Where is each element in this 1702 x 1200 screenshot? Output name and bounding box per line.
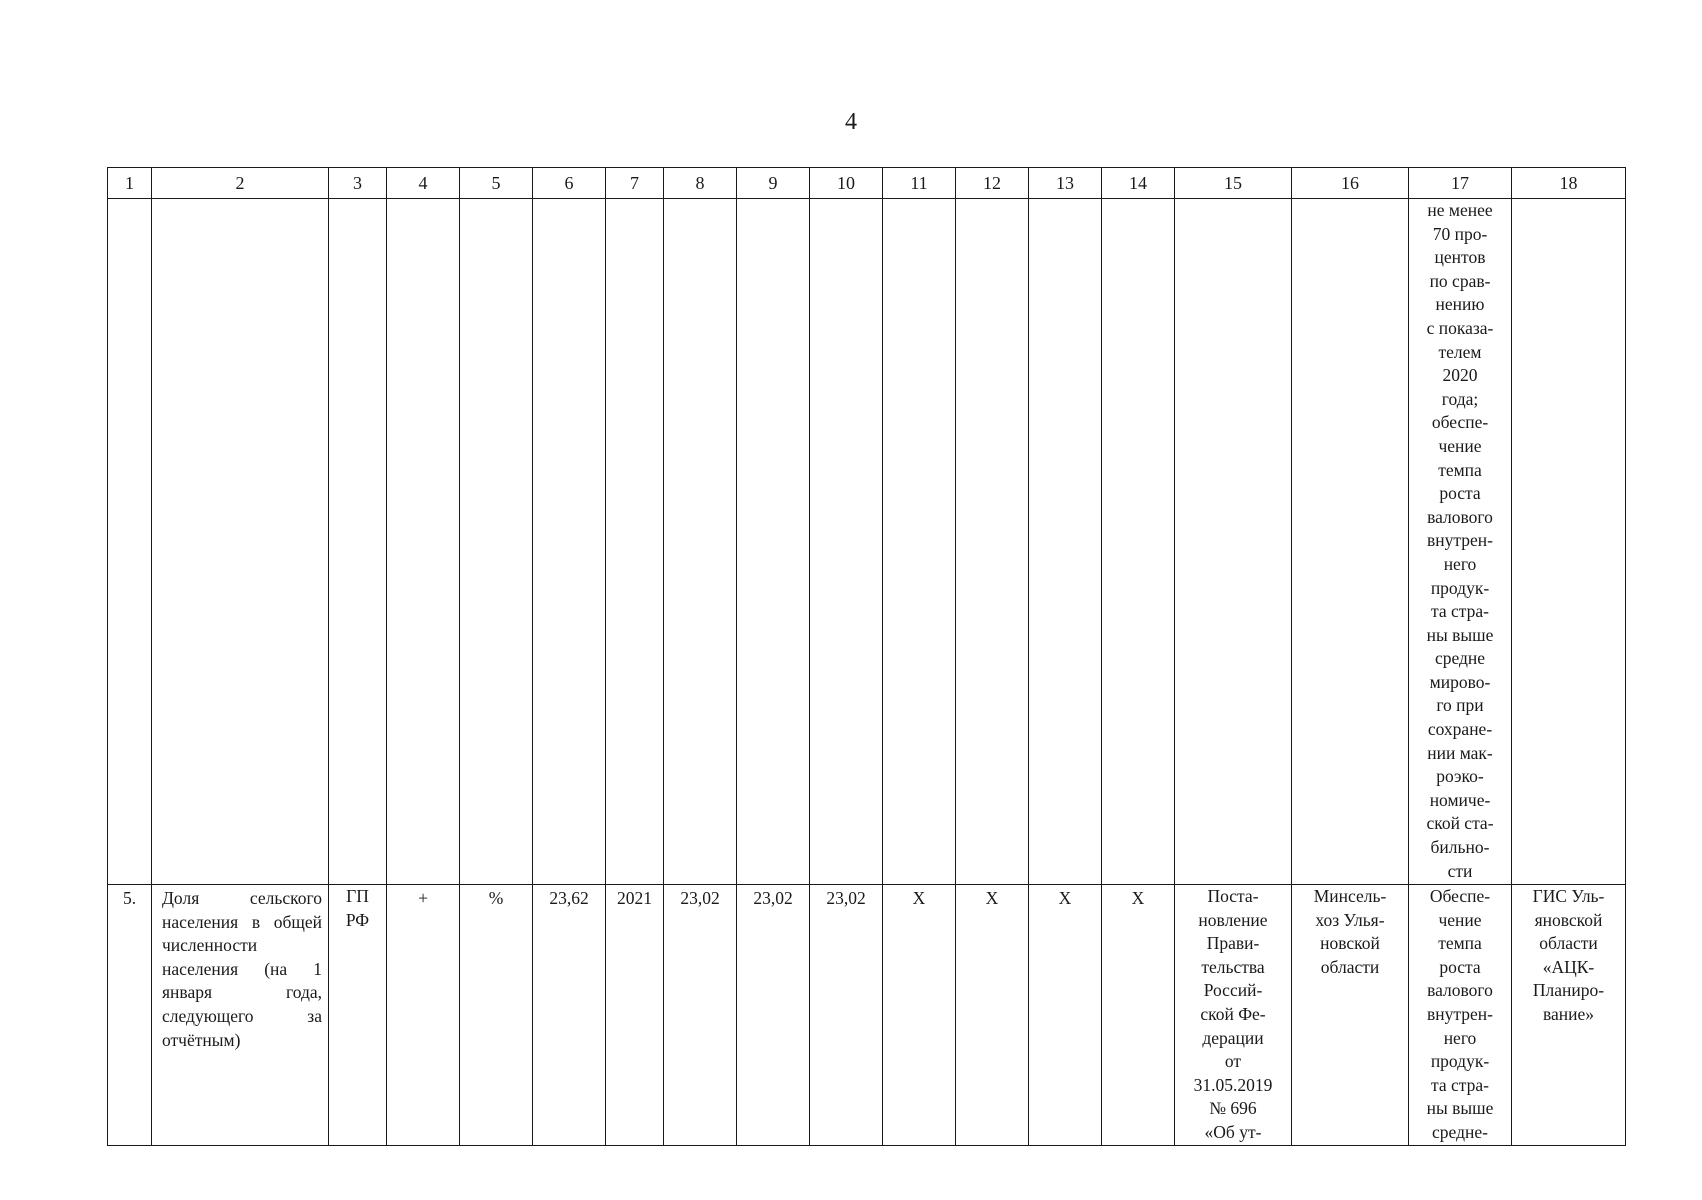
- goal-text-cell: [1409, 199, 1512, 885]
- text-line: темпа: [1438, 933, 1482, 954]
- text-line: внутрен-: [1427, 1003, 1493, 1024]
- text-line: бильно-: [1430, 837, 1490, 858]
- indicators-table: [107, 167, 1626, 1146]
- column-header: 15: [1175, 168, 1292, 199]
- document-reference-cell: [1175, 885, 1292, 1146]
- column-header: 14: [1102, 168, 1175, 199]
- text-line: Россий-: [1203, 980, 1263, 1001]
- text-line: валового: [1427, 506, 1493, 527]
- text-line: него: [1443, 1027, 1477, 1048]
- text-line: средне: [1434, 648, 1486, 669]
- table-cell: [1175, 199, 1292, 885]
- text-line: сти: [1447, 860, 1473, 881]
- table-cell: [1512, 199, 1626, 885]
- text-line: роста: [1439, 956, 1481, 977]
- table-cell: [387, 199, 460, 885]
- table-row-continuation: [108, 199, 1626, 885]
- text-line: валового: [1427, 980, 1493, 1001]
- text-line: ны выше: [1426, 624, 1494, 645]
- table-cell: [664, 199, 737, 885]
- text-line: сохране-: [1427, 719, 1493, 740]
- text-line: «Об ут-: [1204, 1121, 1262, 1142]
- text-line: чение: [1438, 435, 1482, 456]
- information-system-cell: [1512, 885, 1626, 1146]
- column-header: 5: [460, 168, 533, 199]
- table-cell: [737, 199, 810, 885]
- table-cell: [810, 199, 883, 885]
- indicator-name-cell: Доля сельского населения в общей численности населения (на 1 января года, следующего за отчётным): [152, 885, 329, 1146]
- text-line: хоз Улья-: [1315, 909, 1385, 930]
- text-line: телем: [1438, 341, 1482, 362]
- value-cell: X: [883, 885, 956, 1146]
- text-line: та стра-: [1431, 1074, 1489, 1095]
- table-cell: [956, 199, 1029, 885]
- text-line: Минсель-: [1313, 886, 1387, 906]
- text-line: чение: [1438, 909, 1482, 930]
- text-line: обеспе-: [1431, 412, 1489, 433]
- table-cell: [152, 199, 329, 885]
- text-line: 2020: [1442, 365, 1478, 386]
- text-line: не менее: [1427, 200, 1493, 220]
- text-line: яновской: [1534, 909, 1603, 930]
- text-line: ГИС Уль-: [1532, 886, 1605, 906]
- text-line: нии мак-: [1427, 742, 1493, 763]
- text-line: нению: [1435, 294, 1485, 315]
- text-line: него: [1443, 553, 1477, 574]
- column-header: 10: [810, 168, 883, 199]
- column-header: 11: [883, 168, 956, 199]
- text-line: 70 про-: [1432, 223, 1488, 244]
- text-line: тельства: [1201, 956, 1265, 977]
- column-header: 3: [329, 168, 387, 199]
- table-cell: [460, 199, 533, 885]
- text-line: ны выше: [1426, 1098, 1494, 1119]
- table-cell: [606, 199, 664, 885]
- text-line: го при: [1436, 695, 1484, 716]
- text-line: года;: [1441, 388, 1479, 409]
- column-header: 9: [737, 168, 810, 199]
- text-line: новление: [1198, 909, 1268, 930]
- text-line: дерации: [1202, 1027, 1264, 1048]
- base-value-cell: 23,62: [533, 885, 606, 1146]
- table-cell: [329, 199, 387, 885]
- value-cell: 23,02: [810, 885, 883, 1146]
- text-line: от: [1224, 1051, 1242, 1072]
- column-header: 12: [956, 168, 1029, 199]
- text-line: Планиро-: [1532, 980, 1605, 1001]
- source-cell: [329, 885, 387, 1146]
- text-line: Прави-: [1206, 933, 1260, 954]
- column-header: 4: [387, 168, 460, 199]
- table-row-5: [108, 885, 1626, 1146]
- table-cell: [108, 199, 152, 885]
- text-line: продук-: [1430, 577, 1490, 598]
- column-header: 7: [606, 168, 664, 199]
- text-line: центов: [1434, 247, 1486, 268]
- text-line: роэко-: [1436, 766, 1484, 787]
- value-cell: 23,02: [737, 885, 810, 1146]
- text-line: «АЦК-: [1542, 956, 1595, 977]
- text-line: ской Фе-: [1200, 1003, 1266, 1024]
- text-line: ГП: [346, 886, 369, 906]
- text-line: номиче-: [1429, 789, 1491, 810]
- text-line: 31.05.2019: [1193, 1074, 1273, 1095]
- page-number: 4: [845, 109, 857, 135]
- text-line: РФ: [345, 909, 370, 930]
- table-cell: [1029, 199, 1102, 885]
- row-number-cell: 5.: [108, 885, 152, 1146]
- text-line: новской: [1320, 933, 1380, 954]
- responsible-cell: [1292, 885, 1409, 1146]
- goal-text-cell: [1409, 885, 1512, 1146]
- table-header-row: [108, 168, 1626, 199]
- table-cell: [883, 199, 956, 885]
- table-cell: [1102, 199, 1175, 885]
- column-header: 1: [108, 168, 152, 199]
- text-line: та стра-: [1431, 601, 1489, 622]
- table-cell: +: [387, 885, 460, 1146]
- column-header: 17: [1409, 168, 1512, 199]
- column-header: 2: [152, 168, 329, 199]
- column-header: 13: [1029, 168, 1102, 199]
- text-line: области: [1320, 956, 1380, 977]
- column-header: 8: [664, 168, 737, 199]
- text-line: мирово-: [1429, 671, 1491, 692]
- table-cell: [533, 199, 606, 885]
- value-cell: X: [956, 885, 1029, 1146]
- text-line: № 696: [1209, 1098, 1257, 1119]
- text-line: роста: [1439, 483, 1481, 504]
- text-line: с показа-: [1426, 317, 1494, 338]
- value-cell: X: [1029, 885, 1102, 1146]
- text-line: средне-: [1432, 1121, 1488, 1142]
- column-header: 6: [533, 168, 606, 199]
- text-line: по срав-: [1429, 270, 1491, 291]
- column-header: 18: [1512, 168, 1626, 199]
- text-line: области: [1539, 933, 1598, 954]
- column-header: 16: [1292, 168, 1409, 199]
- text-line: вание»: [1542, 1003, 1595, 1024]
- value-cell: X: [1102, 885, 1175, 1146]
- text-line: Поста-: [1207, 886, 1259, 906]
- base-year-cell: 2021: [606, 885, 664, 1146]
- value-cell: 23,02: [664, 885, 737, 1146]
- text-line: ской ста-: [1426, 813, 1494, 834]
- unit-cell: %: [460, 885, 533, 1146]
- text-line: продук-: [1430, 1051, 1490, 1072]
- text-line: внутрен-: [1427, 530, 1493, 551]
- text-line: Обеспе-: [1429, 886, 1491, 906]
- text-line: темпа: [1438, 459, 1482, 480]
- table-cell: [1292, 199, 1409, 885]
